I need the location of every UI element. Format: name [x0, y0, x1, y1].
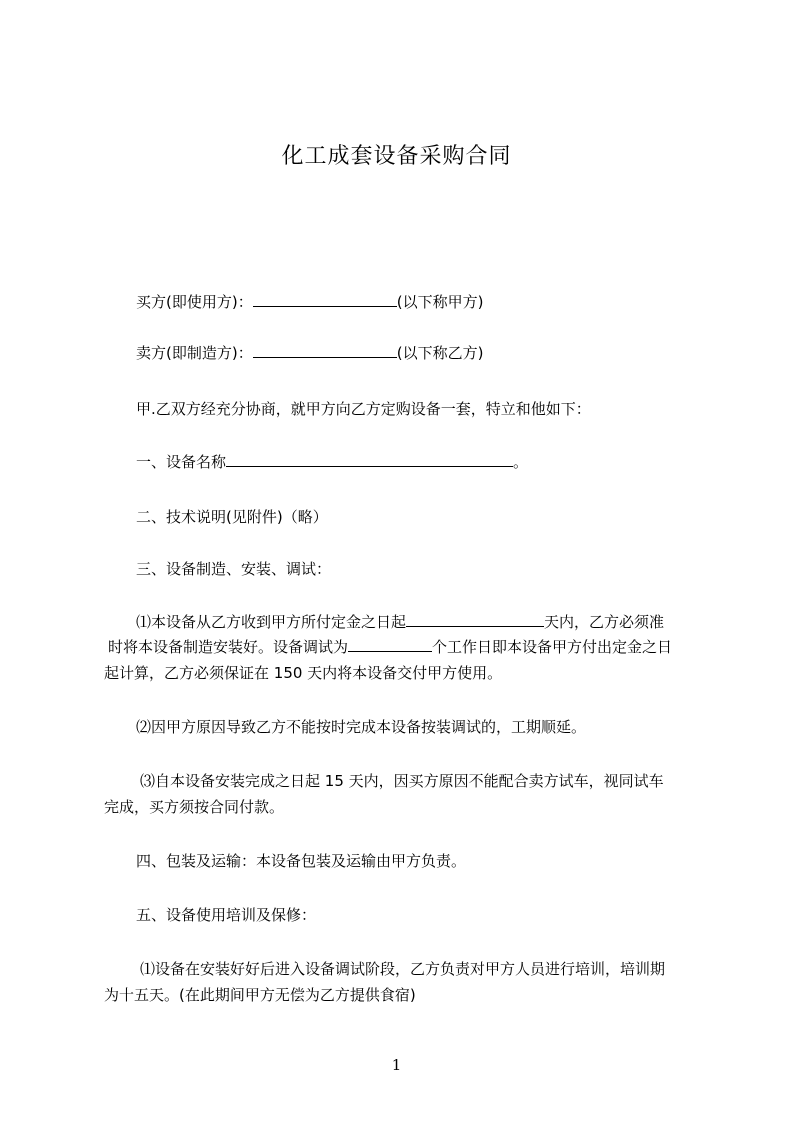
- item-1-text-b: 天内，乙方必须准: [544, 613, 665, 631]
- section-manufacture-heading: 三、设备制造、安装、调试：: [136, 560, 332, 578]
- section-3-item-3-line-2: 完成，买方须按合同付款。: [104, 798, 285, 816]
- equipment-name-end: 。: [513, 453, 529, 471]
- seller-suffix: (以下称乙方): [396, 344, 484, 362]
- item-1-text-c: 时将本设备制造安装好。设备调试为: [108, 638, 349, 656]
- seller-line: [136, 341, 736, 365]
- days-blank: [406, 612, 544, 627]
- section-3-item-1-line-1: [136, 610, 736, 634]
- buyer-label: 买方(即使用方)：: [136, 293, 253, 311]
- equipment-name-blank: [226, 452, 513, 467]
- buyer-blank: [253, 292, 397, 307]
- buyer-line: [136, 290, 736, 314]
- buyer-suffix: (以下称甲方): [396, 293, 484, 311]
- section-3-item-1-line-3: 起计算，乙方必须保证在 150 天内将本设备交付甲方使用。: [104, 664, 503, 682]
- section-5-item-1-line-2: 为十五天。(在此期间甲方无偿为乙方提供食宿): [104, 986, 416, 1004]
- section-equipment-name: [136, 450, 736, 474]
- workdays-blank: [348, 637, 432, 652]
- seller-label: 卖方(即制造方)：: [136, 344, 253, 362]
- section-technical-description: 二、技术说明(见附件)（略）: [136, 508, 328, 526]
- intro-paragraph: 甲.乙双方经充分协商，就甲方向乙方定购设备一套，特立和他如下：: [136, 400, 591, 418]
- seller-blank: [253, 343, 397, 358]
- section-training-warranty-heading: 五、设备使用培训及保修：: [136, 906, 317, 924]
- section-3-item-2: ⑵因甲方原因导致乙方不能按时完成本设备按装调试的，工期顺延。: [136, 718, 587, 736]
- section-3-item-3-line-1: ⑶自本设备安装完成之日起 15 天内，因买方原因不能配合卖方试车，视同试车: [140, 772, 664, 790]
- section-packaging-transport: 四、包装及运输：本设备包装及运输由甲方负责。: [136, 852, 467, 870]
- item-1-text-a: ⑴本设备从乙方收到甲方所付定金之日起: [136, 613, 407, 631]
- document-title: 化工成套设备采购合同: [281, 144, 512, 169]
- page-number: 1: [391, 1056, 402, 1074]
- item-1-text-d: 个工作日即本设备甲方付出定金之日: [432, 638, 673, 656]
- section-5-item-1-line-1: ⑴设备在安装好好后进入设备调试阶段，乙方负责对甲方人员进行培训，培训期: [140, 960, 666, 978]
- equipment-name-label: 一、设备名称: [136, 453, 227, 471]
- section-3-item-1-line-2: [108, 635, 708, 659]
